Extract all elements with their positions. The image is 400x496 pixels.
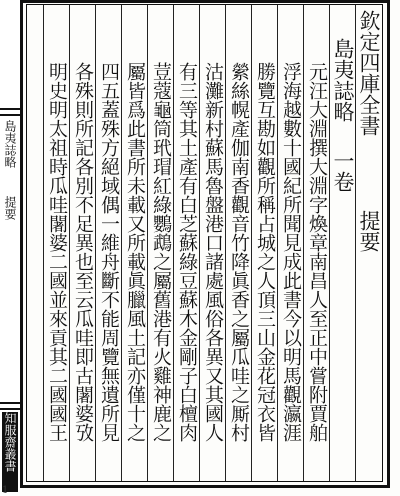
library-title: 欽定四庫全書	[357, 10, 381, 136]
column-rule	[121, 5, 122, 481]
section-title: 提要	[357, 210, 381, 252]
column-rule	[199, 5, 200, 481]
body-column: 屬皆爲此書所未載又所載眞臘風土記亦僅十之	[124, 62, 146, 442]
body-column: 沽灘新村蘇馬魯盤港口諸處風俗各異又其國人	[202, 62, 224, 442]
fore-edge-book-title: 島夷誌略	[3, 120, 17, 168]
book-title: 島夷誌略	[331, 38, 355, 122]
column-rule	[69, 5, 70, 481]
fish-tail-mark-top	[0, 108, 20, 116]
body-column: 縈絲幌產伽南香觀音竹降眞香之屬瓜哇之厮村	[228, 62, 250, 442]
body-column: 有三等其土產有白芝蘇綠豆蘇木金剛子白檀肉	[176, 62, 198, 442]
column-rule	[147, 5, 148, 481]
column-rule	[225, 5, 226, 481]
body-column: 勝覽互勘如觀所稱占城之人頂三山金花冠衣皆	[254, 62, 276, 442]
fore-edge-strip	[0, 0, 20, 496]
column-rule	[329, 5, 330, 481]
body-column: 元汪大淵撰大淵字煥章南昌人至正中嘗附賈舶	[306, 62, 328, 442]
body-column: 明史明太祖時瓜哇闍婆二國並來貢其二國國王	[46, 62, 68, 442]
body-column: 浮海越數十國紀所聞見成此書今以明馬觀瀛涯	[280, 62, 302, 442]
column-rule	[251, 5, 252, 481]
column-rule	[95, 5, 96, 481]
column-rule	[303, 5, 304, 481]
fore-edge-collection-label: 知服齋叢書	[2, 412, 18, 492]
body-column: 荳蔻龜筒玳瑁紅綠鸚鵡之屬舊港有火雞神鹿之	[150, 62, 172, 442]
column-rule	[277, 5, 278, 481]
fish-tail-mark-bottom	[0, 402, 20, 410]
column-rule	[355, 5, 356, 481]
column-rule	[43, 5, 44, 481]
column-rule	[173, 5, 174, 481]
leaf-number: 1	[2, 485, 9, 496]
fore-edge-section: 提要	[3, 196, 17, 220]
body-column: 各殊則所記各別不足異也至云瓜哇即古闍婆攷	[72, 62, 94, 442]
body-column: 四五蓋殊方絕域偶一維舟斷不能周覽無遺所見	[98, 62, 120, 442]
volume-count: 一卷	[331, 150, 355, 192]
